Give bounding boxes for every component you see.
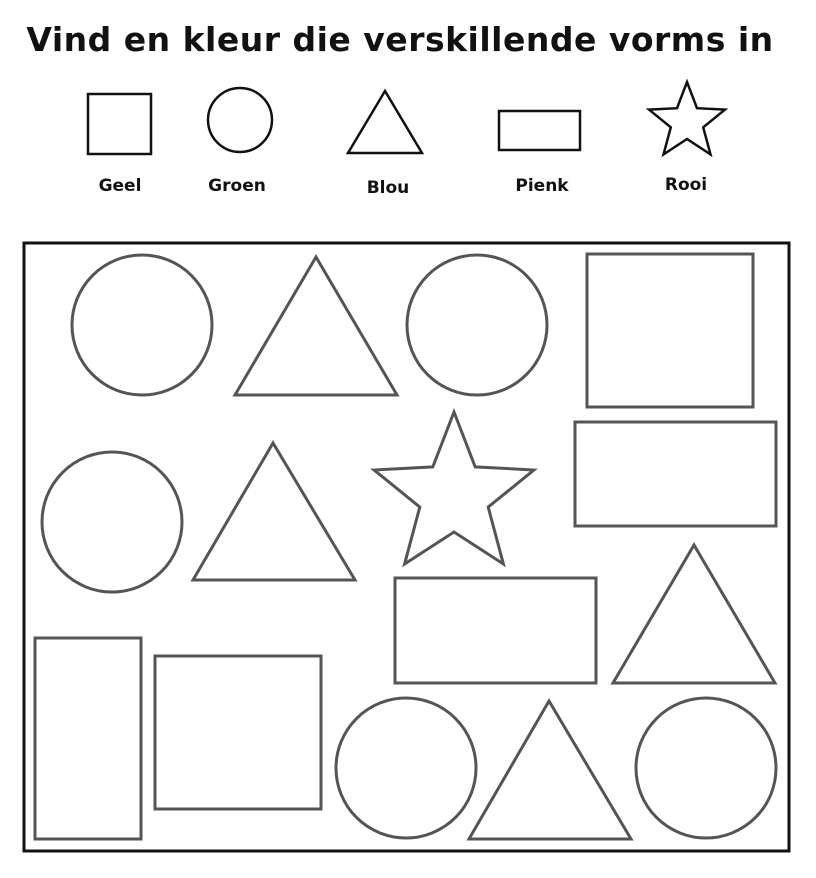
legend <box>88 82 725 154</box>
colourable-triangle[interactable] <box>193 443 355 580</box>
colourable-circle[interactable] <box>636 698 776 838</box>
legend-star-shape <box>649 82 725 154</box>
colourable-square[interactable] <box>587 254 753 407</box>
colourable-rectangle[interactable] <box>35 638 141 839</box>
legend-rectangle-shape <box>499 111 580 150</box>
legend-label-circle: Groen <box>208 176 266 196</box>
colourable-star[interactable] <box>374 412 534 564</box>
colourable-circle[interactable] <box>336 698 476 838</box>
colourable-triangle[interactable] <box>469 701 631 839</box>
colourable-circle[interactable] <box>407 255 547 395</box>
legend-triangle-shape <box>348 91 422 153</box>
legend-circle-shape <box>208 88 272 152</box>
colourable-rectangle[interactable] <box>395 578 596 683</box>
legend-label-triangle: Blou <box>366 178 410 198</box>
shapes-area <box>35 254 776 839</box>
colourable-triangle[interactable] <box>235 257 397 395</box>
worksheet-title: Vind en kleur die verskillende vorms in <box>26 20 774 59</box>
legend-label-rectangle: Pienk <box>515 176 569 196</box>
colourable-triangle[interactable] <box>613 545 775 683</box>
colourable-circle[interactable] <box>42 452 182 592</box>
colourable-circle[interactable] <box>72 255 212 395</box>
legend-label-star: Rooi <box>664 175 708 195</box>
legend-label-square: Geel <box>98 176 142 196</box>
colourable-square[interactable] <box>155 656 321 809</box>
colourable-rectangle[interactable] <box>575 422 776 526</box>
legend-square-shape <box>88 94 151 154</box>
